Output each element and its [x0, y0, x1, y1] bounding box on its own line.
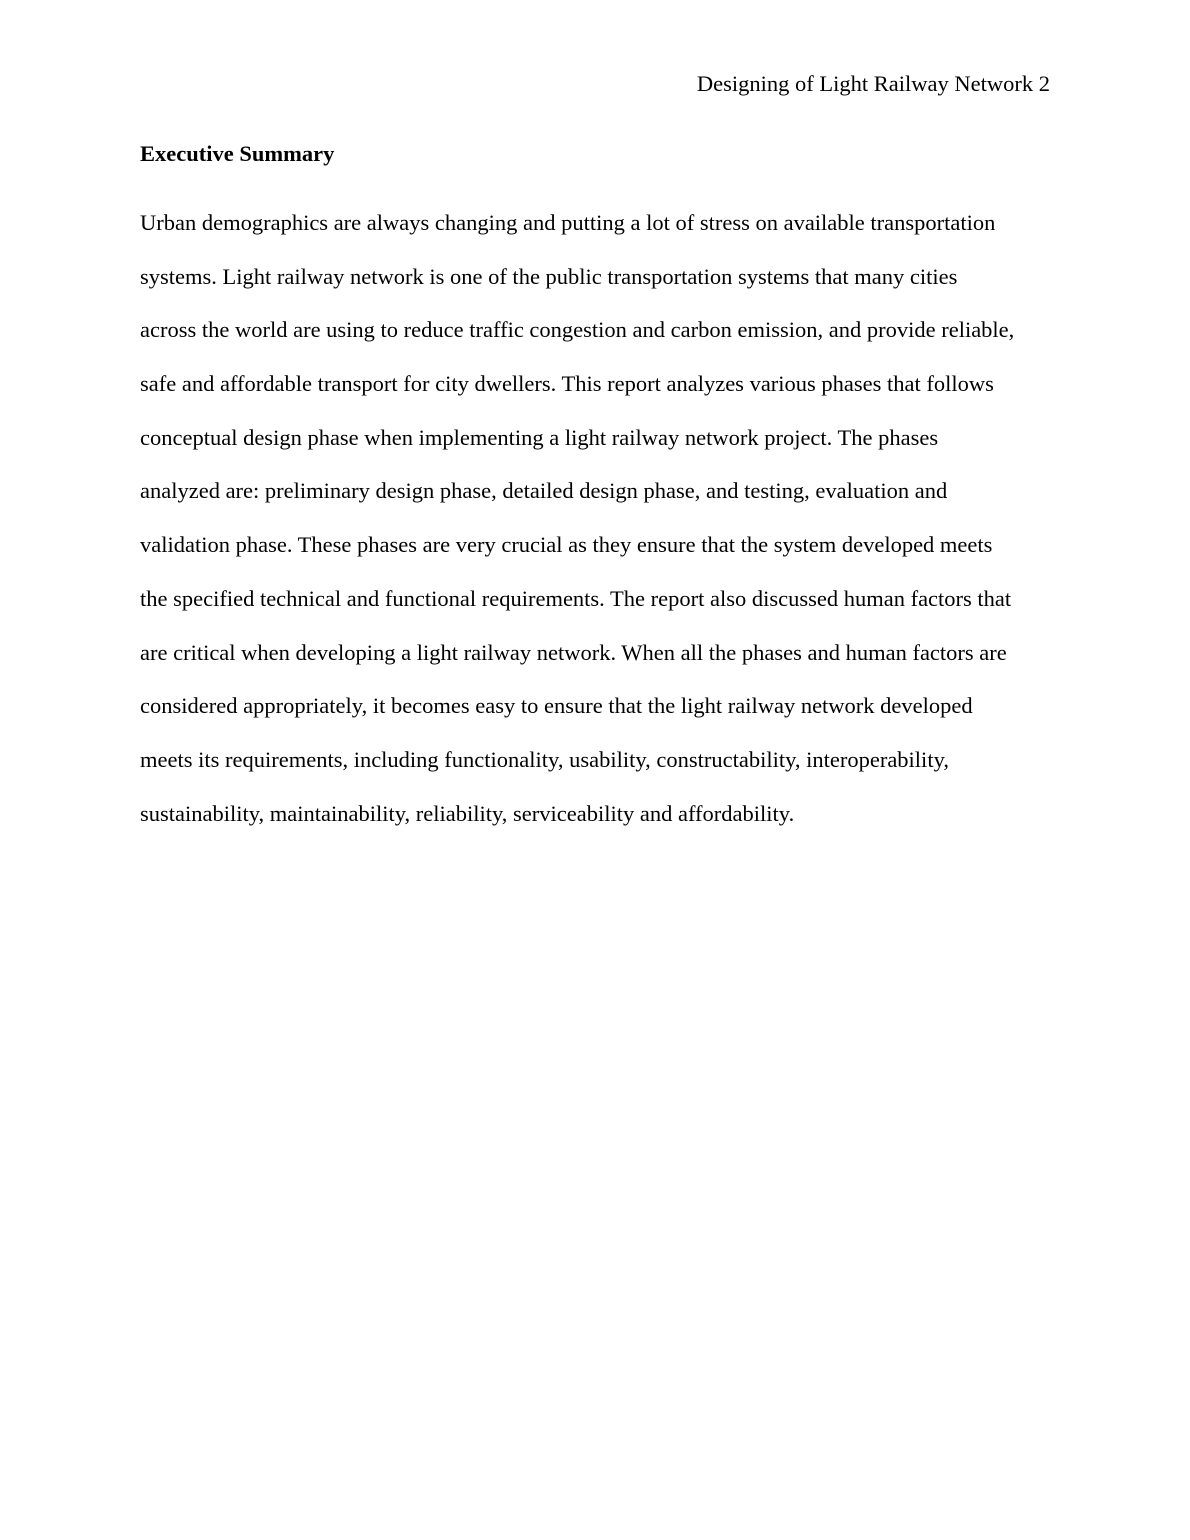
paragraph-line: conceptual design phase when implementing a light railway network project. The phases — [140, 424, 939, 450]
paragraph-line: meets its requirements, including functionality, usability, constructability, interoperability, — [140, 746, 949, 772]
paragraph-line: safe and affordable transport for city dwellers. This report analyzes various phases that follows — [140, 371, 994, 397]
paragraph-line: the specified technical and functional requirements. The report also discussed human factors that — [140, 585, 1012, 611]
paragraph-line: systems. Light railway network is one of the public transportation systems that many cities — [140, 263, 958, 289]
paragraph-line: across the world are using to reduce traffic congestion and carbon emission, and provide reliable, — [140, 317, 1015, 343]
paragraph-line: validation phase. These phases are very crucial as they ensure that the system developed meets — [140, 532, 993, 558]
paragraph-line: considered appropriately, it becomes easy to ensure that the light railway network developed — [140, 693, 973, 719]
section-heading: Executive Summary — [140, 141, 335, 166]
paragraph-line: sustainability, maintainability, reliability, serviceability and affordability. — [140, 800, 795, 826]
paragraph-line: are critical when developing a light railway network. When all the phases and human factors are — [140, 639, 1007, 665]
paragraph-line: analyzed are: preliminary design phase, detailed design phase, and testing, evaluation and — [140, 478, 948, 504]
summary-paragraph — [140, 196, 1050, 840]
paragraph-line: Urban demographics are always changing and putting a lot of stress on available transportation — [140, 210, 996, 235]
running-head: Designing of Light Railway Network 2 — [696, 71, 1050, 96]
